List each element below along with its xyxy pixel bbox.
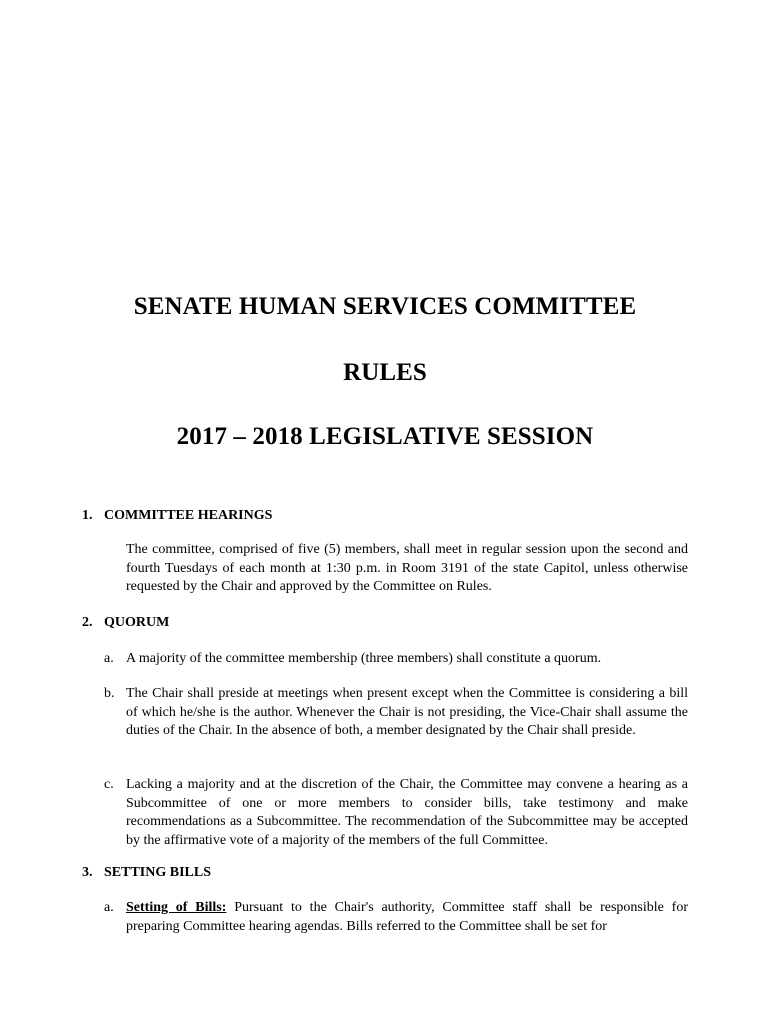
section-title: COMMITTEE HEARINGS — [104, 508, 273, 523]
item-label: Setting of Bills: — [126, 900, 227, 915]
section-title: SETTING BILLS — [104, 865, 211, 880]
item-letter: c. — [104, 777, 114, 792]
section-heading — [82, 864, 211, 882]
section-number: 3. — [82, 865, 93, 880]
item-text: Lacking a majority and at the discretion of the Chair, the Committee may convene a hearing as a Subcommittee of one or more members to consider bills, take testimony and make recommendations as a Subcommittee. The recommendation of the Subcommittee may be accepted by the affirmative vote of a majority of the members of the full Committee. — [126, 777, 688, 848]
item-body: Pursuant to the Chair's authority, Committee staff shall be responsible for preparing Committee hearing agendas. Bills referred to the Committee shall be set for — [126, 900, 688, 934]
item-text: The Chair shall preside at meetings when present except when the Committee is considering a bill of which he/she is the author. Whenever the Chair is not presiding, the Vice-Chair shall assume the duties of the Chair. In the absence of both, a member designated by the Chair shall preside. — [126, 686, 688, 739]
list-item — [104, 899, 688, 936]
section-number: 2. — [82, 615, 93, 630]
item-letter: a. — [104, 900, 114, 915]
list-item — [104, 685, 688, 741]
item-letter: b. — [104, 686, 115, 701]
section-title: QUORUM — [104, 615, 170, 630]
section-heading — [82, 614, 169, 632]
list-item — [104, 650, 688, 669]
section-heading — [82, 507, 272, 525]
section-number: 1. — [82, 508, 93, 523]
item-letter: a. — [104, 651, 114, 666]
document-subtitle: RULES — [343, 359, 427, 386]
session-title: 2017 – 2018 LEGISLATIVE SESSION — [176, 423, 594, 450]
item-text: A majority of the committee membership (three members) shall constitute a quorum. — [126, 651, 602, 666]
document-title: SENATE HUMAN SERVICES COMMITTEE — [133, 293, 637, 320]
item-text — [126, 899, 688, 936]
list-item — [104, 776, 688, 850]
section-paragraph: The committee, comprised of five (5) members, shall meet in regular session upon the second and fourth Tuesdays of each month at 1:30 p.m. in Room 3191 of the state Capitol, unless otherwise requested by the Chair and approved by the Committee on Rules. — [126, 542, 688, 595]
